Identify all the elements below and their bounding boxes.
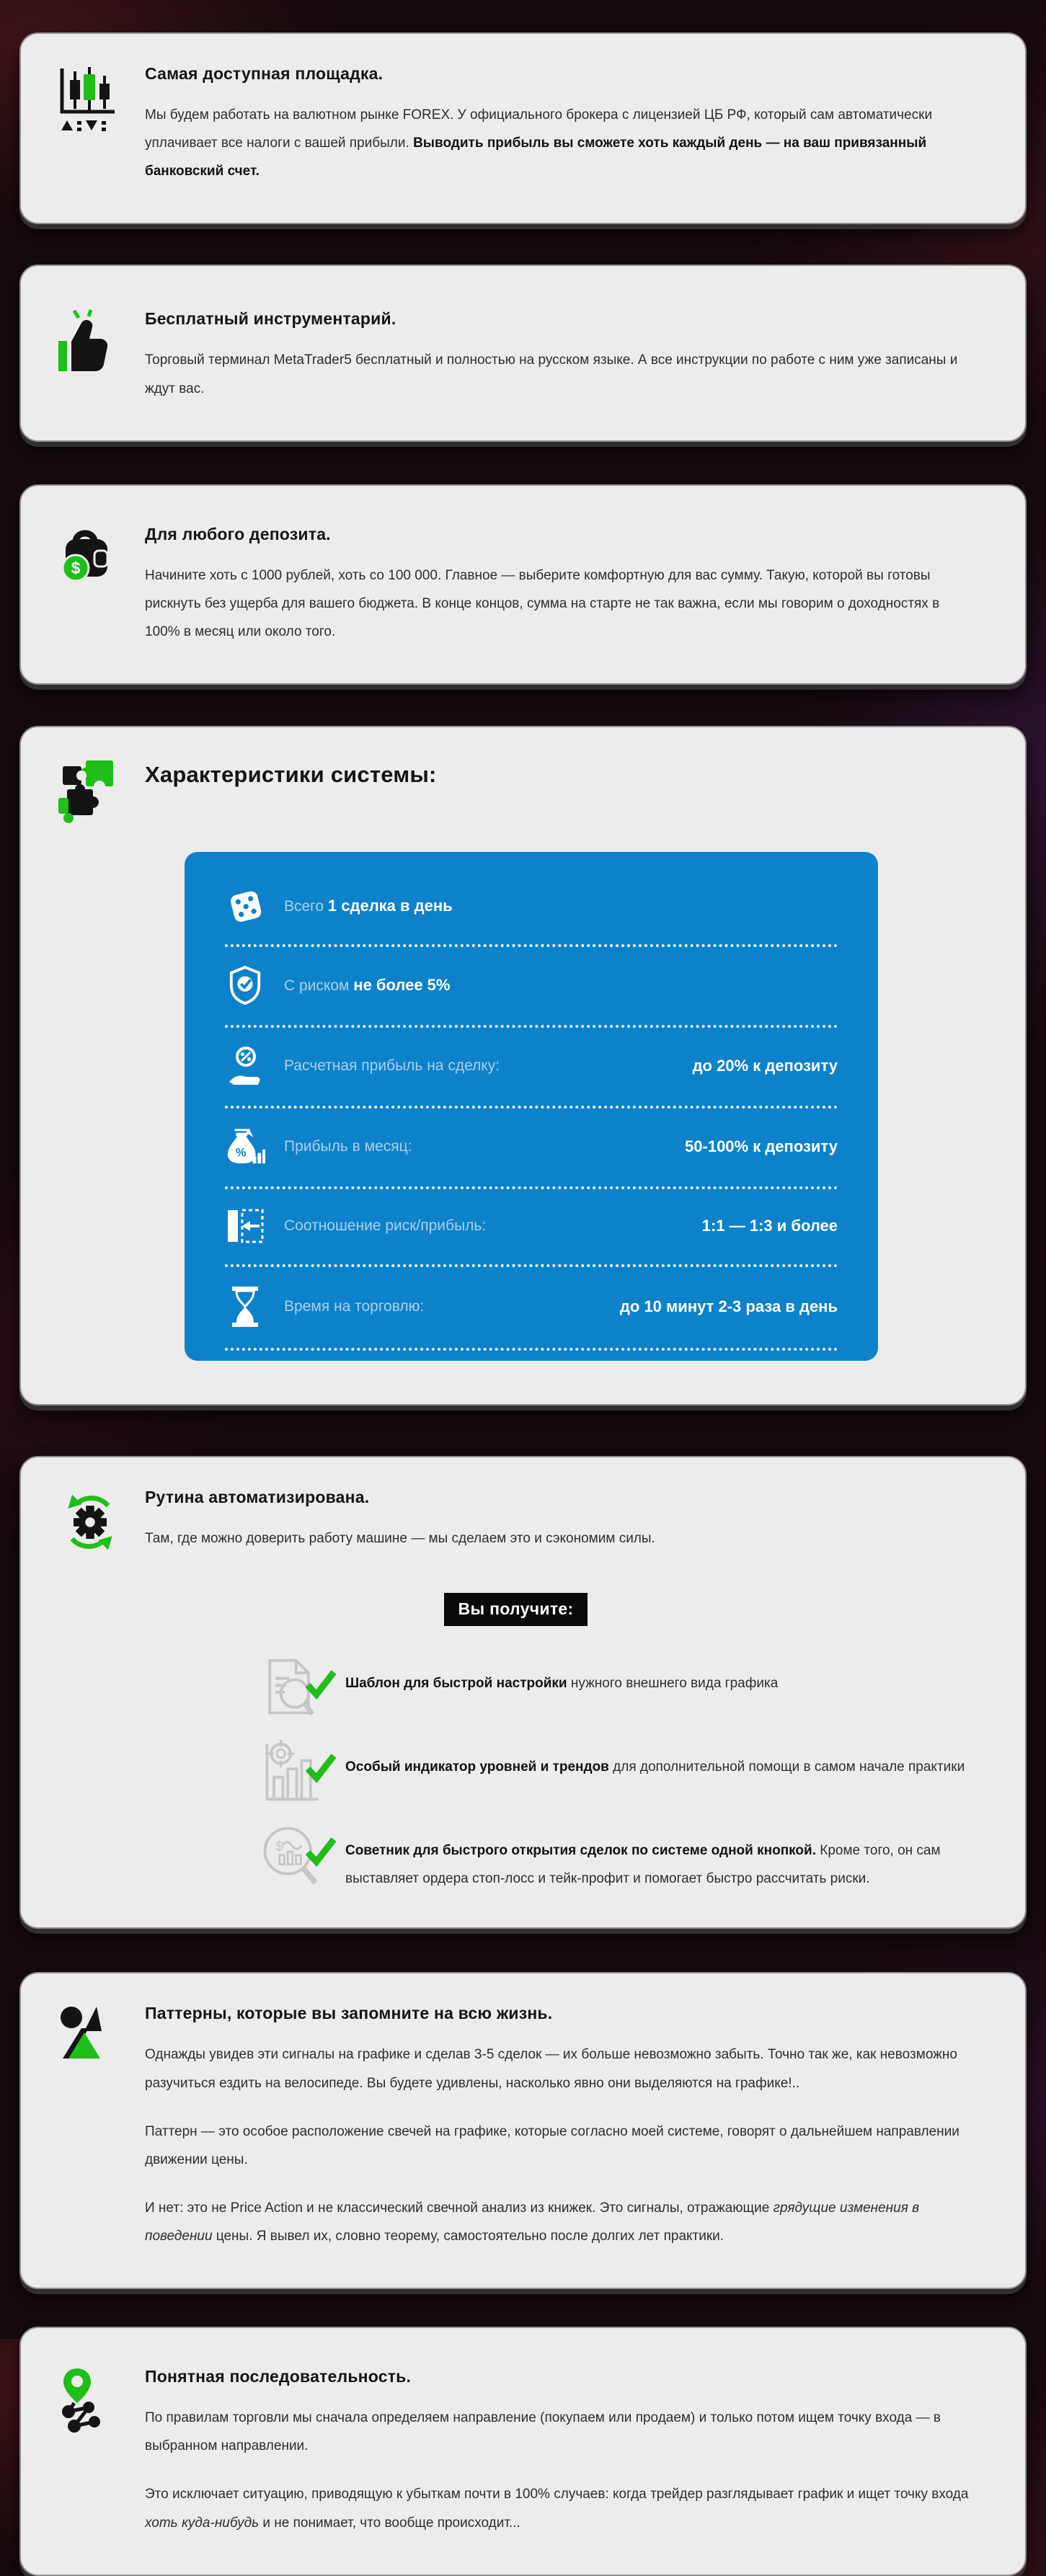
levels-indicator-icon: [257, 1738, 324, 1805]
text-segment: Кроме того, он сам выставляет ордера стоп-лосс и тейк-профит и помогает быстро рассчитать риски.: [345, 1843, 941, 1887]
dice-icon: [225, 887, 265, 925]
gear-sync-icon: [57, 1486, 123, 1573]
template-doc-icon: [257, 1655, 324, 1721]
text-segment: И нет: это не Price Action и не классический свечной анализ из книжек. Это сигналы, отражающие: [145, 2200, 774, 2216]
row-label: Прибыль в месяц:: [284, 1138, 412, 1155]
card-patterns-title: Паттерны, которые вы запомните на всю жизнь.: [145, 2004, 553, 2023]
card-characteristics-title: Характеристики системы:: [145, 762, 437, 787]
characteristics-table: [185, 852, 878, 1361]
card-automation-title: Рутина автоматизирована.: [145, 1488, 370, 1506]
row-value: до 10 минут 2-3 раза в день: [619, 1297, 838, 1315]
puzzle-pieces-icon: [57, 756, 123, 827]
table-row: [225, 1028, 838, 1109]
check-icon: [305, 1836, 337, 1870]
card-platform: [19, 32, 1027, 224]
card-platform-title: Самая доступная площадка.: [145, 64, 384, 83]
text-segment: для дополнительной помощи в самом начале практики: [608, 1759, 965, 1775]
table-row: [225, 1189, 838, 1267]
text-segment-italic: хоть куда-нибудь: [145, 2515, 260, 2531]
row-value: 1:1 — 1:3 и более: [701, 1217, 838, 1235]
gift-text: [345, 1822, 975, 1893]
card-tools: [19, 265, 1027, 441]
row-label: Расчетная прибыль на сделку:: [284, 1057, 500, 1074]
table-row: [225, 947, 838, 1028]
card-deposit-text: Начините хоть с 1000 рублей, хоть со 100 000. Главное — выберите комфортную для вас сумму. Такую, которой вы готовы рискнуть без ущерба для вашего бюджета. В конце концов, сумма на старте не так важна, если мы говорим о доходностях в 100% в месяц или около того.: [145, 567, 940, 639]
card-deposit: [19, 484, 1027, 685]
check-icon: [305, 1669, 337, 1703]
gift-text: [345, 1738, 975, 1781]
card-patterns-p1: Однажды увидев эти сигналы на графике и сделав 3-5 сделок — их больше невозможно забыть. Точно так же, как невозможно разучиться ездить на велосипеде. Вы будете удивлены, насколько явно они выделяются на графике!..: [145, 2047, 957, 2091]
row-label: Соотношение риск/прибыль:: [284, 1217, 487, 1234]
text-segment-bold: Шаблон для быстрой настройки: [345, 1676, 567, 1692]
row-value-inline: 1 сделка в день: [327, 897, 453, 915]
risk-reward-icon: [225, 1207, 265, 1245]
card-characteristics: [19, 726, 1027, 1405]
shield-check-icon: [225, 965, 265, 1005]
card-patterns-p3: [145, 2194, 975, 2250]
row-value-inline: не более 5%: [353, 976, 451, 994]
row-label: Всего 1 сделка в день: [284, 897, 453, 915]
card-tools-text: Торговый терминал MetaTrader5 бесплатный и полностью на русском языке. А все инструкции по работе с ним уже записаны и ждут вас.: [145, 352, 958, 396]
card-sequence-title: Понятная последовательность.: [145, 2367, 412, 2386]
card-sequence-p1: По правилам торговли мы сначала определяем направление (покупаем или продаем) и только потом ищем точку входа — в выбранном направлении.: [145, 2410, 941, 2454]
svg-text:$: $: [275, 1839, 283, 1855]
gift-text: [345, 1655, 975, 1697]
card-sequence: [19, 2327, 1027, 2576]
row-value: до 20% к депозиту: [692, 1057, 838, 1075]
text-segment-bold: Выводить прибыль вы сможете хоть каждый день — на ваш привязанный банковский счет.: [145, 136, 927, 179]
text-segment-italic: грядущие изменения в поведении: [145, 2200, 920, 2244]
card-patterns: [19, 1972, 1027, 2289]
row-label: Время на торговлю:: [284, 1298, 425, 1315]
svg-text:%: %: [235, 1146, 247, 1160]
moneybag-percent-icon: [225, 1127, 265, 1167]
text-segment: и не понимает, что вообще происходит...: [259, 2515, 520, 2531]
table-row: [225, 869, 838, 947]
card-platform-text: [145, 101, 975, 185]
card-automation-text: Там, где можно доверить работу машине — мы сделаем это и сэкономим силы.: [145, 1531, 655, 1546]
money-bag-dollar-icon: [57, 523, 123, 666]
gift-list: [257, 1655, 975, 1893]
hourglass-icon: [225, 1285, 265, 1328]
table-row: [225, 1109, 838, 1189]
text-segment: Мы будем работать на валютном рынке FOREX. У официального брокера с лицензией ЦБ РФ, который сам автоматически уплачивает все налоги с вашей прибыли.: [145, 107, 933, 151]
list-item: [257, 1822, 975, 1893]
card-tools-title: Бесплатный инструментарий.: [145, 309, 396, 329]
row-value: 50-100% к депозиту: [685, 1137, 838, 1155]
text-segment-bold: Советник для быстрого открытия сделок по системе одной кнопкой.: [345, 1843, 816, 1859]
text-segment: цены. Я вывел их, словно теорему, самостоятельно после долгих лет практики.: [212, 2229, 724, 2244]
list-item: [257, 1655, 975, 1721]
table-row: [225, 1267, 838, 1351]
card-deposit-title: Для любого депозита.: [145, 524, 331, 543]
text-segment: нужного внешнего вида графика: [567, 1676, 779, 1692]
route-pin-icon: [57, 2366, 123, 2557]
candlestick-chart-icon: [57, 63, 123, 205]
text-segment-bold: Особый индикатор уровней и трендов: [345, 1759, 609, 1775]
card-automation: [19, 1456, 1027, 1929]
hand-percent-icon: [225, 1046, 265, 1086]
row-label: С риском не более 5%: [284, 976, 451, 994]
svg-text:$: $: [71, 558, 81, 577]
check-icon: [305, 1753, 337, 1787]
card-sequence-p2: [145, 2480, 975, 2536]
advisor-magnifier-icon: [257, 1822, 324, 1888]
you-will-get-badge: Вы получите:: [444, 1593, 588, 1626]
shapes-pattern-icon: [57, 2002, 123, 2270]
list-item: [257, 1738, 975, 1805]
thumbs-up-icon: [57, 308, 123, 422]
text-segment: Это исключает ситуацию, приводящую к убыткам почти в 100% случаев: когда трейдер разглядывает график и ищет точку входа: [145, 2487, 969, 2502]
card-patterns-p2: Паттерн — это особое расположение свечей на графике, которые согласно моей системе, говорят о дальнейшем направлении движении цены.: [145, 2123, 959, 2167]
